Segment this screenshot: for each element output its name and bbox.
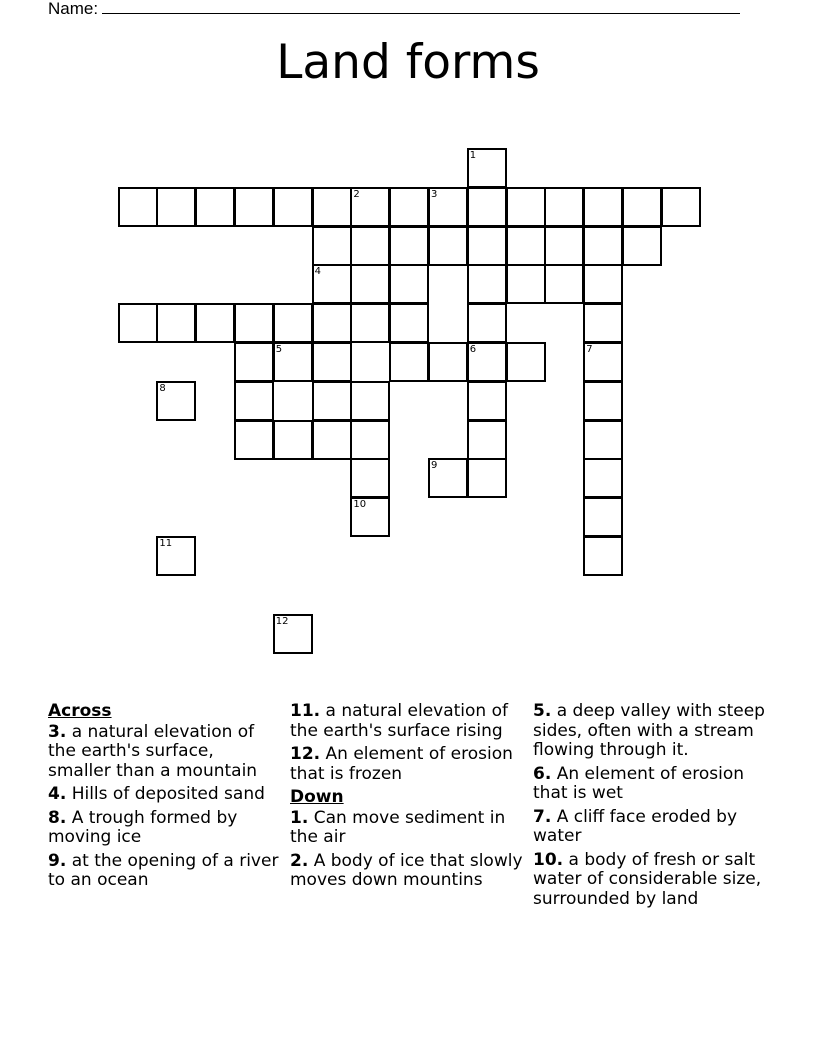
- crossword-cell[interactable]: [234, 342, 274, 382]
- crossword-cell[interactable]: [156, 303, 196, 343]
- clue-number-label: 11: [159, 538, 173, 549]
- crossword-cell[interactable]: [312, 381, 352, 421]
- name-label: Name:: [48, 0, 99, 18]
- clue-number-label: 5: [275, 344, 283, 355]
- crossword-cell[interactable]: [389, 303, 429, 343]
- crossword-cell[interactable]: [350, 420, 390, 460]
- clue-down-6: [533, 765, 783, 804]
- crossword-cell[interactable]: [583, 458, 623, 498]
- clue-number-label: 7: [586, 344, 593, 355]
- crossword-cell[interactable]: [467, 148, 507, 188]
- crossword-cell[interactable]: [622, 187, 662, 227]
- clue-across-11: [290, 702, 526, 741]
- clue-down-2: [290, 852, 526, 891]
- clue-text: a natural elevation of the earth's surface, smaller than a mountain: [48, 721, 258, 781]
- clue-down-1: [290, 809, 526, 848]
- crossword-cell[interactable]: [350, 497, 390, 537]
- crossword-cell[interactable]: [467, 187, 507, 227]
- clue-text: a body of fresh or salt water of considerable size, surrounded by land: [533, 849, 762, 909]
- crossword-cell[interactable]: [506, 264, 546, 304]
- clue-down-10: [533, 851, 783, 910]
- clue-number-label: 8: [159, 382, 166, 394]
- crossword-cell[interactable]: [467, 381, 507, 421]
- page-title: Land forms: [276, 35, 540, 90]
- clue-number: 7.: [533, 806, 552, 827]
- crossword-cell[interactable]: [350, 458, 390, 498]
- crossword-cell[interactable]: [583, 226, 623, 266]
- clue-across-3: [48, 723, 280, 782]
- crossword-cell[interactable]: [350, 264, 390, 304]
- clue-number: 6.: [533, 763, 552, 784]
- crossword-cell[interactable]: [506, 187, 546, 227]
- crossword-cell[interactable]: [583, 303, 623, 343]
- crossword-cell[interactable]: [273, 187, 313, 227]
- clue-column-2: [290, 702, 526, 895]
- clue-text: at the opening of a river to an ocean: [48, 850, 279, 890]
- clue-number: 12.: [290, 744, 321, 764]
- crossword-cell[interactable]: [118, 187, 158, 227]
- clue-across-9: [48, 852, 280, 891]
- clue-number: 1.: [290, 807, 309, 828]
- clue-number-label: 6: [469, 344, 477, 355]
- crossword-cell[interactable]: [583, 420, 623, 460]
- clue-number-label: 4: [314, 266, 321, 278]
- crossword-cell[interactable]: [312, 226, 352, 266]
- crossword-cell[interactable]: [389, 187, 429, 227]
- crossword-cell[interactable]: [583, 187, 623, 227]
- crossword-cell[interactable]: [583, 497, 623, 537]
- crossword-cell[interactable]: [350, 187, 390, 227]
- clue-column-3: [533, 702, 783, 913]
- crossword-cell[interactable]: [273, 614, 313, 654]
- clue-number-label: 10: [353, 499, 367, 511]
- crossword-cell[interactable]: [467, 458, 507, 498]
- crossword-cell[interactable]: [389, 264, 429, 304]
- clue-across-8: [48, 809, 280, 848]
- clue-text: a deep valley with steep sides, often with a stream flowing through it.: [533, 701, 765, 760]
- crossword-cell[interactable]: [661, 187, 701, 227]
- crossword-cell[interactable]: [156, 536, 196, 576]
- clue-across-4: [48, 785, 280, 805]
- crossword-cell[interactable]: [156, 381, 196, 421]
- down-heading: Down: [290, 787, 344, 807]
- crossword-cell[interactable]: [273, 342, 313, 382]
- crossword-cell[interactable]: [118, 303, 158, 343]
- crossword-cell[interactable]: [583, 536, 623, 576]
- crossword-cell[interactable]: [428, 458, 468, 498]
- clue-text: A body of ice that slowly moves down mountins: [290, 850, 523, 890]
- clue-text: A cliff face eroded by water: [533, 806, 738, 846]
- clue-number: 4.: [48, 784, 67, 804]
- crossword-cell[interactable]: [544, 264, 584, 304]
- crossword-cell[interactable]: [312, 303, 352, 343]
- crossword-cell[interactable]: [467, 264, 507, 304]
- clue-text: Can move sediment in the air: [290, 807, 506, 847]
- crossword-cell[interactable]: [312, 264, 352, 304]
- crossword-cell[interactable]: [312, 187, 352, 227]
- clue-text: An element of erosion that is wet: [533, 763, 745, 803]
- clue-number-label: 9: [431, 460, 438, 472]
- crossword-cell[interactable]: [622, 226, 662, 266]
- clue-number: 3.: [48, 721, 67, 742]
- crossword-cell[interactable]: [195, 187, 235, 227]
- clue-number: 5.: [533, 701, 552, 721]
- crossword-cell[interactable]: [234, 381, 274, 421]
- clue-text: A trough formed by moving ice: [48, 807, 238, 847]
- crossword-cell[interactable]: [428, 187, 468, 227]
- crossword-cell[interactable]: [506, 342, 546, 382]
- crossword-cell[interactable]: [389, 226, 429, 266]
- clue-number-label: 2: [353, 188, 360, 200]
- clue-text: Hills of deposited sand: [71, 784, 265, 804]
- clue-number: 11.: [290, 701, 321, 721]
- clue-column-1: [48, 702, 280, 895]
- across-heading: Across: [48, 701, 112, 721]
- clue-number-label: 12: [275, 615, 289, 627]
- crossword-cell[interactable]: [234, 187, 274, 227]
- crossword-cell[interactable]: [156, 187, 196, 227]
- crossword-cell[interactable]: [583, 342, 623, 382]
- crossword-cell[interactable]: [389, 342, 429, 382]
- crossword-cell[interactable]: [467, 420, 507, 460]
- clue-number: 10.: [533, 849, 564, 870]
- crossword-cell[interactable]: [312, 342, 352, 382]
- crossword-cell[interactable]: [583, 381, 623, 421]
- crossword-cell[interactable]: [544, 226, 584, 266]
- clue-number: 8.: [48, 807, 67, 828]
- crossword-cell[interactable]: [467, 303, 507, 343]
- clue-number: 9.: [48, 850, 67, 871]
- clue-number-label: 1: [469, 150, 477, 161]
- clue-text: a natural elevation of the earth's surface rising: [290, 701, 508, 741]
- clue-text: An element of erosion that is frozen: [290, 744, 513, 784]
- crossword-cell[interactable]: [467, 226, 507, 266]
- crossword-cell[interactable]: [273, 303, 313, 343]
- crossword-cell[interactable]: [428, 342, 468, 382]
- crossword-cell[interactable]: [544, 187, 584, 227]
- clue-number-label: 3: [431, 188, 438, 200]
- clue-number: 2.: [290, 850, 309, 871]
- crossword-cell[interactable]: [234, 303, 274, 343]
- crossword-cell[interactable]: [350, 226, 390, 266]
- crossword-cell[interactable]: [195, 303, 235, 343]
- crossword-cell[interactable]: [312, 420, 352, 460]
- clue-across-12: [290, 745, 526, 784]
- crossword-cell[interactable]: [467, 342, 507, 382]
- crossword-cell[interactable]: [273, 420, 313, 460]
- crossword-cell[interactable]: [583, 264, 623, 304]
- crossword-cell[interactable]: [350, 303, 390, 343]
- crossword-cell[interactable]: [506, 226, 546, 266]
- crossword-cell[interactable]: [350, 381, 390, 421]
- clue-down-7: [533, 808, 783, 847]
- clue-down-5: [533, 702, 783, 761]
- crossword-cell[interactable]: [234, 420, 274, 460]
- crossword-cell[interactable]: [428, 226, 468, 266]
